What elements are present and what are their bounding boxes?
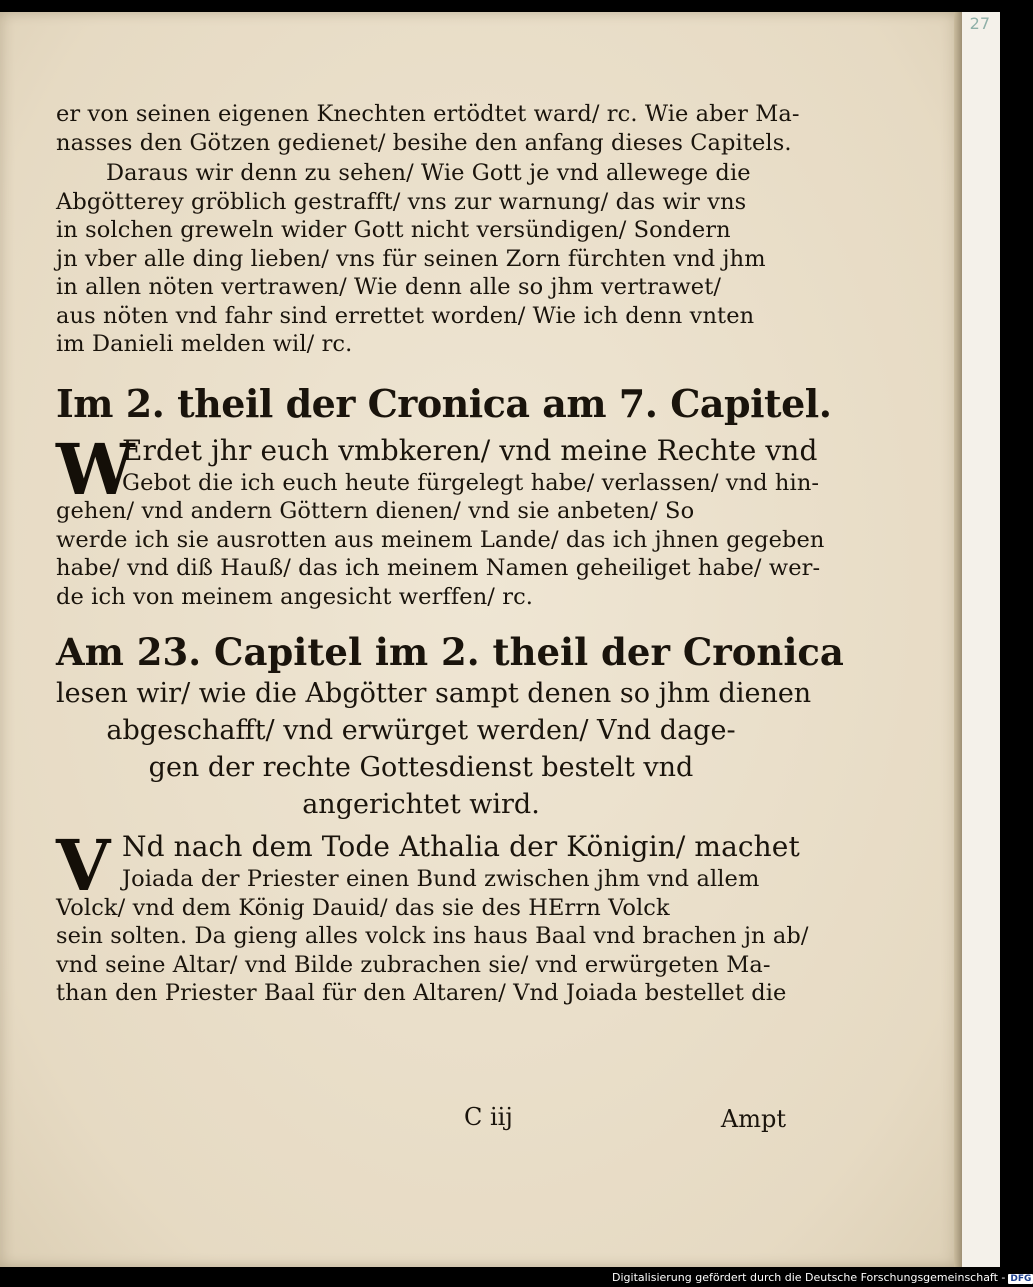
credit-text: Digitalisierung gefördert durch die Deutsche Forschungsgemeinschaft -: [612, 1271, 1006, 1284]
section-heading-1: Im 2. theil der Cronica am 7. Capitel.: [56, 380, 832, 426]
text-line: Erdet jhr euch vmbkeren/ vnd meine Rechte vnd: [122, 433, 818, 467]
heading-line: abgeschafft/ vnd erwürget werden/ Vnd dage-: [106, 715, 736, 746]
text-line: jn vber alle ding lieben/ vns für seinen Zorn fürchten vnd jhm: [56, 245, 766, 272]
text-line: in allen nöten vertrawen/ Wie denn alle so jhm vertrawet/: [56, 274, 722, 300]
text-line: Abgötterey gröblich gestrafft/ vns zur warnung/ das wir vns: [56, 188, 747, 215]
text-line: vnd seine Altar/ vnd Bilde zubrachen sie/ vnd erwürgeten Ma-: [56, 951, 771, 978]
dfg-logo: DFG: [1010, 1274, 1032, 1284]
paragraph-3: [56, 427, 825, 612]
text-line: Daraus wir denn zu sehen/ Wie Gott je vnd allewege die: [106, 160, 751, 186]
page-edge: [962, 12, 1000, 1267]
heading-line: gen der rechte Gottesdienst bestelt vnd: [148, 752, 694, 783]
page-gutter: [954, 12, 962, 1267]
text-line: sein solten. Da gieng alles volck ins haus Baal vnd brachen jn ab/: [56, 923, 809, 949]
page-content: [56, 100, 844, 1133]
text-line: im Danieli melden wil/ rc.: [56, 331, 353, 357]
text-line: er von seinen eigenen Knechten ertödtet ward/ rc. Wie aber Ma-: [56, 101, 800, 127]
heading-line: angerichtet wird.: [302, 789, 540, 820]
catchword: Ampt: [720, 1105, 786, 1133]
corner-marker: 27: [969, 14, 990, 33]
page-footer: [56, 1103, 786, 1139]
digitization-credit: [612, 1271, 1033, 1284]
drop-cap: V: [56, 824, 111, 907]
text-line: in solchen greweln wider Gott nicht versündigen/ Sondern: [56, 217, 731, 243]
text-line: de ich von meinem angesicht werffen/ rc.: [56, 583, 534, 610]
text-line: Joiada der Priester einen Bund zwischen jhm vnd allem: [122, 866, 760, 892]
heading-line: lesen wir/ wie die Abgötter sampt denen so jhm dienen: [56, 678, 812, 709]
heading-line: Am 23. Capitel im 2. theil der Cronica: [56, 630, 844, 674]
text-line: habe/ vnd diß Hauß/ das ich meinem Namen geheiliget habe/ wer-: [56, 555, 821, 581]
paragraph-1: [56, 100, 800, 157]
paragraph-2: [56, 159, 786, 359]
signature-mark: C iij: [464, 1103, 513, 1131]
text-line: gehen/ vnd andern Göttern dienen/ vnd sie anbeten/ So: [56, 498, 695, 524]
text-line: Nd nach dem Tode Athalia der Königin/ machet: [122, 830, 800, 863]
text-line: nasses den Götzen gedienet/ besihe den anfang dieses Capitels.: [56, 129, 792, 156]
text-line: aus nöten vnd fahr sind errettet worden/ Wie ich denn vnten: [56, 302, 755, 329]
drop-cap: W: [56, 427, 135, 511]
section-heading-2: [56, 629, 844, 823]
text-line: werde ich sie ausrotten aus meinem Lande/ das ich jhnen gegeben: [56, 526, 825, 553]
text-line: than den Priester Baal für den Altaren/ Vnd Joiada bestellet die: [56, 980, 787, 1006]
text-line: Volck/ vnd dem König Dauid/ das sie des HErrn Volck: [56, 894, 670, 921]
text-line: Gebot die ich euch heute fürgelegt habe/ verlassen/ vnd hin-: [122, 469, 820, 496]
paragraph-4: [56, 824, 809, 1008]
